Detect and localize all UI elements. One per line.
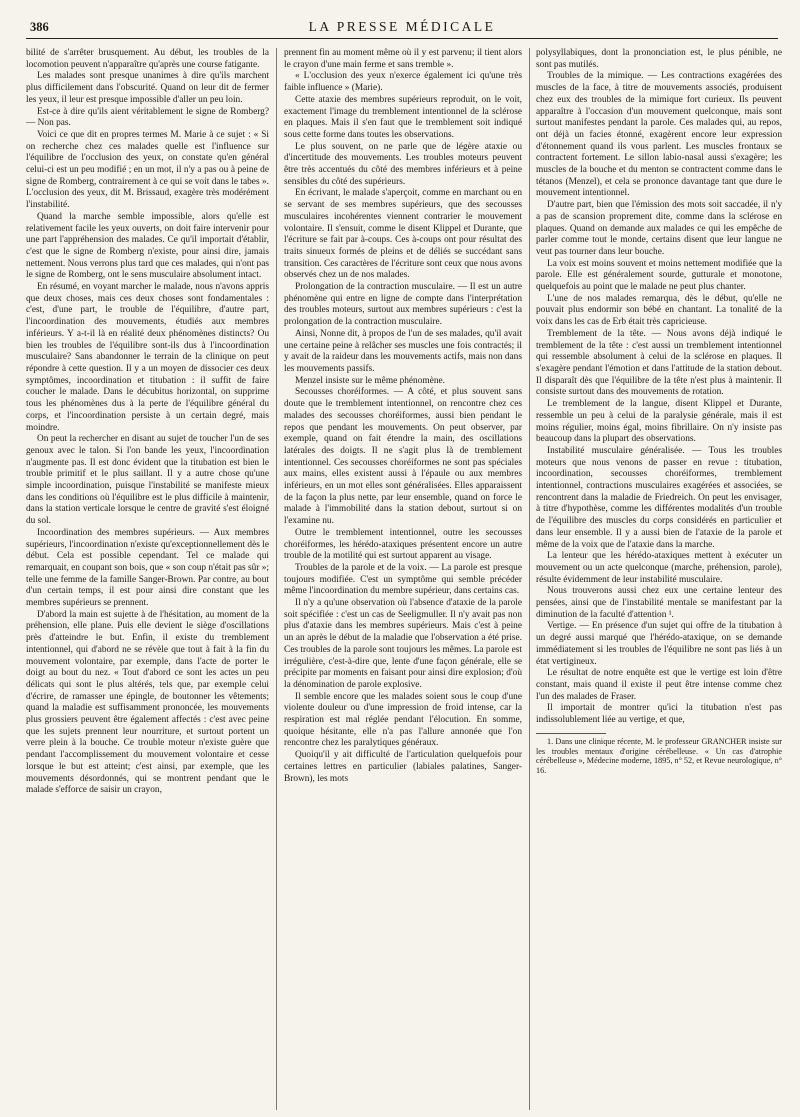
column-3 bbox=[536, 48, 782, 1110]
paragraph: Il importait de montrer qu'ici la titubation n'est pas indissolublement liée au vertige, et que, bbox=[536, 703, 782, 726]
paragraph: Les malades sont presque unanimes à dire qu'ils marchent plus difficilement dans l'obscurité. Quand on leur dit de fermer les yeux, il leur est presque impossible d'aller un peu loin. bbox=[26, 71, 269, 105]
paragraph: En résumé, en voyant marcher le malade, nous n'avons appris que deux choses, mais ces deux choses sont fondamentales : c'est, d'une part, le trouble de l'équilibre, d'autre part, l'incoordination des mouvements, étudiés aux membres inférieurs. Y a-t-il là en réalité deux phénomènes distincts? Ou bien les troubles de l'équilibre sont-ils dus à l'incoordination musculaire? Sans abandonner le terrain de la clinique on peut répondre à cette question. Il y a un moyen de dissocier ces deux symptômes, incoordination et titubation : il suffit de faire coucher le malade. Dans le décubitus horizontal, on supprime tous les phénomènes dus à la perte de l'équilibre général du corps, et l'incoordination persiste à un certain degré, mais moindre. bbox=[26, 282, 269, 433]
paragraph: Vertige. — En présence d'un sujet qui offre de la titubation à un degré aussi marqué que l'hérédo-ataxique, on se demande immédiatement si les troubles de l'équilibre ne sont pas liés à un état vertigineux. bbox=[536, 621, 782, 667]
paragraph: On peut la rechercher en disant au sujet de toucher l'un de ses genoux avec le talon. Si l'on bande les yeux, l'incoordination n'augmente pas. Il est donc évident que la titubation est bien le trouble primitif et le plus saillant. Il y a autre chose qu'une simple incoordination, puisque l'instabilité se manifeste mieux dans les conditions où l'équilibre est le plus difficile à maintenir, dans la station verticale lorsque le centre de gravité s'est éloigné du sol. bbox=[26, 434, 269, 527]
page-number: 386 bbox=[30, 20, 49, 34]
footnote-separator bbox=[536, 733, 606, 734]
paragraph: Outre le tremblement intentionnel, outre les secousses choréiformes, les hérédo-ataxiques présentent encore un autre trouble de la motilité qui est surtout apparent au visage. bbox=[284, 527, 522, 562]
paragraph: La voix est moins souvent et moins nettement modifiée que la parole. Elle est généralement sourde, gutturale et monotone, quelquefois au point que le malade ne peut plus chanter. bbox=[536, 258, 782, 293]
page-header bbox=[26, 18, 778, 39]
text-columns bbox=[26, 48, 782, 1110]
paragraph: Est-ce à dire qu'ils aient véritablement le signe de Romberg? — Non pas. bbox=[26, 106, 269, 129]
paragraph: Quand la marche semble impossible, alors qu'elle est relativement facile les yeux ouverts, on doit faire intervenir pour une part l'appréhension des malades. Ce qu'il importait d'établir, c'est que le signe de Romberg n'existe, pour ainsi dire, jamais nettement. Nous verrons plus tard que ces malades, qui n'ont pas le signe de Romberg, ont le sens musculaire absolument intact. bbox=[26, 211, 269, 281]
paragraph: Menzel insiste sur le même phénomène. bbox=[295, 375, 445, 386]
paragraph: Quoiqu'il y ait difficulté de l'articulation quelquefois pour certaines lettres en particulier (labiales palatines, Sanger-Brown), les mots bbox=[284, 750, 522, 784]
paragraph: Il semble encore que les malades soient sous le coup d'une violente douleur ou d'une impression de froid intense, car la respiration est mal réglée pendant l'élocution. En somme, quoique hésitante, elle n'a pas l'allure annonée que l'on rencontre chez les paralytiques généraux. bbox=[284, 691, 522, 749]
paragraph: La lenteur que les hérédo-ataxiques mettent à exécuter un mouvement ou un acte quelconque (marche, préhension, parole), résulte évidemment de leur instabilité musculaire. bbox=[536, 551, 782, 585]
paragraph: Troubles de la mimique. — Les contractions exagérées des muscles de la face, à titre de mouvements associés, produisent chez eux des troubles de la mimique fort curieux. Ils peuvent apparaître à l'occasion d'un mouvement quelconque, mais sont surtout manifestes pendant la parole. Ces malades qui, au repos, ont déjà un facies étonné, exagèrent encore leur expression d'étonnement quand ils vous parlent. Les muscles frontaux se contractent fortement. Le sillon labio-nasal aussi s'exagère; les muscles de la bouche et du menton se contractent comme dans le tétanos (Menzel), et cela se prononce davantage tant que dure le mouvement intentionnel. bbox=[536, 71, 782, 199]
column-1 bbox=[26, 48, 269, 1110]
paragraph: Le plus souvent, on ne parle que de légère ataxie ou d'incertitude des mouvements. Les troubles moteurs peuvent être très accentués du côté des membres inférieurs et à peine sensibles du côté des supérieurs. bbox=[284, 141, 522, 187]
paragraph: Troubles de la parole et de la voix. — La parole est presque toujours modifiée. C'est un symptôme qui semble précéder même l'incoordination du membre supérieur, dans certains cas. bbox=[284, 562, 522, 597]
paragraph: prennent fin au moment même où il y est parvenu; il tient alors le crayon d'une main ferme et sans tremble ». bbox=[284, 48, 522, 70]
paragraph: Le tremblement de la langue, disent Klippel et Durante, ressemble un peu à celui de la paralysie générale, mais il est moins régulier, moins égal, moins fibrillaire. On n'y insiste pas beaucoup dans la plupart des observations. bbox=[536, 399, 782, 445]
column-divider bbox=[529, 48, 530, 1110]
column-divider bbox=[276, 48, 277, 1110]
paragraph: Nous trouverons aussi chez eux une certaine lenteur des pensées, ainsi que de l'instabilité mentale se manifestant par la diminution de la faculté d'attention ¹. bbox=[536, 586, 782, 620]
paragraph: « L'occlusion des yeux n'exerce également ici qu'une très faible influence » (Marie). bbox=[284, 71, 522, 94]
paragraph: Tremblement de la tête. — Nous avons déjà indiqué le tremblement de la tête : c'est aussi un tremblement intentionnel qui ressemble absolument à celui de la sclérose en plaques. Il s'exagère pendant l'émotion et dans l'attitude de la station debout. Il disparaît dès que l'équilibre de la tête n'est plus à maintenir. Il consiste surtout dans des mouvements de rotation. bbox=[536, 328, 782, 398]
paragraph: Cette ataxie des membres supérieurs reproduit, on le voit, exactement l'image du tremblement intentionnel de la sclérose en plaques. Mais il s'en faut que le tremblement soit indiqué sous cette forme dans toutes les observations. bbox=[284, 94, 522, 140]
paragraph: bilité de s'arrêter brusquement. Au début, les troubles de la locomotion peuvent n'apparaître qu'après une course fatigante. bbox=[26, 48, 269, 70]
paragraph: En écrivant, le malade s'aperçoit, comme en marchant ou en se servant de ses membres supérieurs, que des secousses musculaires incohérentes viennent contrarier le mouvement volontaire. Il s'ensuit, comme le disent Klippel et Durante, que l'écriture se fait par à-coups. Ces à-coups ont pour résultat des traits sinueux formés de pleins et de déliés se succédant sans transition. Ces caractères de l'écriture sont ceux que nous avons observés chez un de nos malades. bbox=[284, 188, 522, 281]
newspaper-page bbox=[26, 18, 782, 1110]
footnote: 1. Dans une clinique récente, M. le professeur GRANCHER insiste sur les troubles mentaux d'origine cérébelleuse. « Un cas d'atrophie cérébelleuse », Médecine moderne, 1895, n° 52, et Revue neurologique, n° 16. bbox=[536, 736, 782, 776]
paragraph: D'abord la main est sujette à de l'hésitation, au moment de la préhension, elle plane. Puis elle devient le siège d'oscillations près d'atteindre le but. Enfin, il existe du tremblement intentionnel, qui d'abord ne se révèle que tout à fait à la fin du mouvement volontaire, par exemple, dans l'acte de porter le doigt au bout du nez. « Tout d'abord ce sont les actes un peu délicats qui sont le plus altérés, tels que, par exemple celui d'écrire, de ramasser une épingle, de boutonner les vêtements; quand la maladie est suffisamment prononcée, les mouvements plus grossiers peuvent être également affectés : c'est avec peine que les sujets prennent leur nourriture, et surtout portent un verre plein à la bouche. Ce trouble moteur n'existe guère que pendant l'accomplissement du mouvement volontaire et cesse lorsque le but est atteint; c'est ainsi, par exemple, que les mouvements désordonnés, qui se montrent pendant que le malade s'efforce de saisir un crayon, bbox=[26, 609, 269, 796]
paragraph: L'une de nos malades remarqua, dès le début, qu'elle ne pouvait plus endormir son bébé en chantant. La tonalité de la voix dans les cas de Erb était très capricieuse. bbox=[536, 293, 782, 328]
paragraph: Instabilité musculaire généralisée. — Tous les troubles moteurs que nous venons de passer en revue : titubation, incoordination, secousses choréiformes, tremblement intentionnel, contractions musculaires exagérées et associées, se rencontrent dans la maladie de Friedreich. On peut les envisager, à titre d'hypothèse, comme les différentes modalités d'un trouble de l'équilibre des muscles du corps considérés en particulier et dans leur ensemble. Il y a aussi bien de l'ataxie de la parole et même de la voix que de l'ataxie dans la marche. bbox=[536, 445, 782, 550]
paragraph: D'autre part, bien que l'émission des mots soit saccadée, il n'y a pas de scansion proprement dite, comme dans la sclérose en plaques. Quand on demande aux malades ce qui les empêche de parler comme tout le monde, certains disent que leur langue ne veut pas tourner dans leur bouche. bbox=[536, 200, 782, 257]
column-2 bbox=[284, 48, 522, 1110]
paragraph: Ainsi, Nonne dit, à propos de l'un de ses malades, qu'il avait une certaine peine à relâcher ses muscles une fois contractés; il y avait de la raideur dans les mouvements actifs, mais non dans les mouvements passifs. bbox=[284, 328, 522, 374]
paragraph: Secousses choréiformes. — A côté, et plus souvent sans doute que le tremblement intentionnel, on rencontre chez ces malades des secousses choréiformes, aussi bien pendant le repos que pendant les mouvements. On peut observer, par exemple, quand on fait étendre la main, des oscillations latérales des doigts. Il ne s'agit plus là de tremblement intentionnel. Ces secousses choréiformes ne sont pas spéciales aux mains, elles existent aussi à l'épaule ou aux membres inférieurs, en un mot elles sont généralisées. Elles apparaissent de la façon la plus nette, par leur ensemble, quand on force le malade à l'immobilité dans la station debout, surtout si on l'examine nu. bbox=[284, 387, 522, 527]
paragraph: Incoordination des membres supérieurs. — Aux membres supérieurs, l'incoordination n'existe qu'exceptionnellement dès le début. Cela est possible cependant. Tel ce malade qui remarquait, en coupant son bois, que « son coup n'était pas sûr »; telle une femme de la famille Sanger-Brown. Par contre, au bout d'un certain temps, il est pour ainsi dire constant que les membres supérieurs se prennent. bbox=[26, 527, 269, 609]
paragraph: Prolongation de la contraction musculaire. — Il est un autre phénomène qui entre en ligne de compte dans l'interprétation des troubles moteurs, surtout aux membres supérieurs : c'est la prolongation de la contraction musculaire. bbox=[284, 282, 522, 328]
journal-title: LA PRESSE MÉDICALE bbox=[308, 19, 496, 34]
paragraph: Voici ce que dit en propres termes M. Marie à ce sujet : « Si on recherche chez ces malades quelle est l'influence sur l'équilibre de l'occlusion des yeux, on constate qu'en général celui-ci est un peu modifié ; en un mot, il n'y a pas ou à peine de signe de Romberg, contrairement à ce qui se voit dans le tabes ». L'occlusion des yeux, dit M. Brissaud, exagère très modérément l'instabilité. bbox=[26, 129, 269, 211]
paragraph: Le résultat de notre enquête est que le vertige est loin d'être constant, mais quand il existe il peut être intense comme chez l'un des malades de Fraser. bbox=[536, 668, 782, 702]
paragraph: polysyllabiques, dont la prononciation est, le plus pénible, ne sont pas mutilés. bbox=[536, 48, 782, 70]
paragraph: Il n'y a qu'une observation où l'absence d'ataxie de la parole soit spécifiée : c'est un cas de Seeligmuller. Il n'y avait pas non plus d'ataxie dans les membres supérieurs. Mais c'est à peine un an après le début de la maladie que l'observation a été prise. Ces troubles de la parole sont toujours les mêmes. La parole est irrégulière, c'est-à-dire que, lente d'une façon générale, elle se précipite par moments en faisant pour ainsi dire explosion; d'où la dénomination de parole explosive. bbox=[284, 598, 522, 690]
